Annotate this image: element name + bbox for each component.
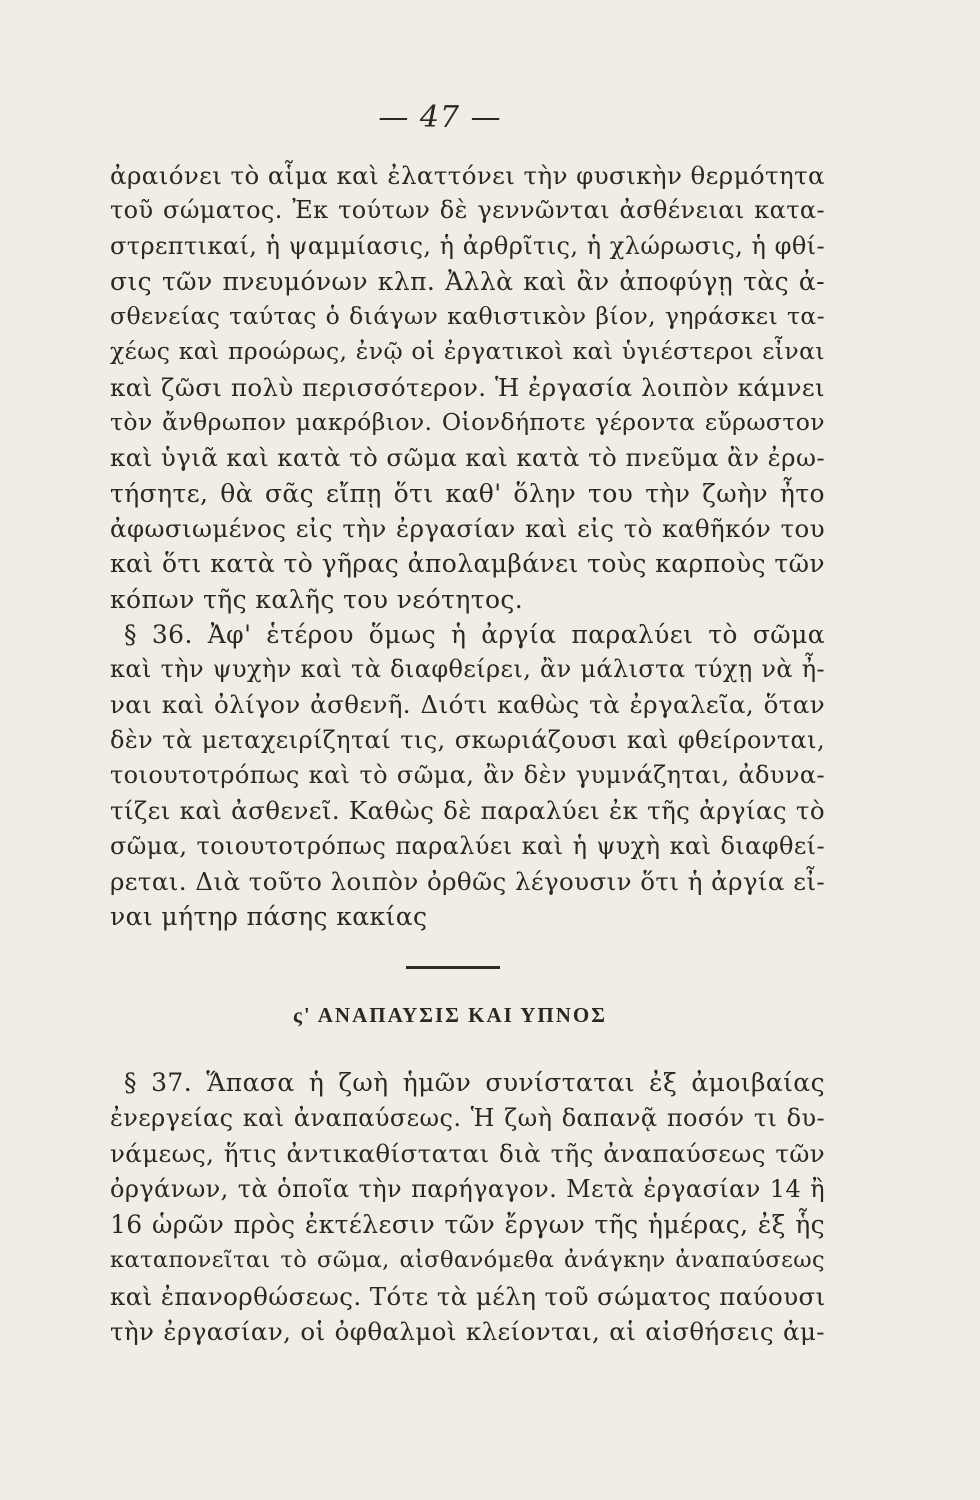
text-line: σις τῶν πνευμόνων κλπ. Ἀλλὰ καὶ ἂν ἀποφύγῃ τὰς ἀ-: [110, 266, 825, 296]
text-line: ναι μήτηρ πάσης κακίας: [110, 902, 428, 932]
text-line: χέως καὶ προώρως, ἐνῷ οἱ ἐργατικοὶ καὶ ὑγιέστεροι εἶναι: [110, 337, 825, 366]
paragraph-block-1: [110, 158, 825, 935]
text-line: νάμεως, ἥτις ἀντικαθίσταται διὰ τῆς ἀναπαύσεως τῶν: [110, 1139, 825, 1169]
text-line: καὶ τὴν ψυχὴν καὶ τὰ διαφθείρει, ἂν μάλιστα τύχῃ νὰ ἦ-: [110, 655, 825, 684]
text-line: τοιουτοτρόπως καὶ τὸ σῶμα, ἂν δὲν γυμνάζηται, ἀδυνα-: [110, 761, 825, 790]
section-36-line: § 36. Ἀφ' ἑτέρου ὅμως ἡ ἀργία παραλύει τὸ σῶμα: [124, 619, 825, 649]
text-line: δὲν τὰ μεταχειρίζηταί τις, σκωριάζουσι καὶ φθείρονται,: [110, 725, 825, 754]
text-line: ρεται. Διὰ τοῦτο λοιπὸν ὀρθῶς λέγουσιν ὅτι ἡ ἀργία εἶ-: [110, 866, 825, 896]
text-line: καὶ ὑγιᾶ καὶ κατὰ τὸ σῶμα καὶ κατὰ τὸ πνεῦμα ἂν ἐρω-: [110, 443, 825, 473]
page-number: — 47 —: [378, 100, 502, 135]
section-37-line: § 37. Ἅπασα ἡ ζωὴ ἡμῶν συνίσταται ἐξ ἀμοιβαίας: [124, 1068, 825, 1097]
text-line: καὶ ζῶσι πολὺ περισσότερον. Ἡ ἐργασία λοιπὸν κάμνει: [110, 372, 825, 402]
text-line: 16 ὡρῶν πρὸς ἐκτέλεσιν τῶν ἔργων τῆς ἡμέρας, ἐξ ἧς: [110, 1210, 825, 1240]
text-line: κόπων τῆς καλῆς του νεότητος.: [110, 584, 524, 614]
text-line: τὴν ἐργασίαν, οἱ ὀφθαλμοὶ κλείονται, αἱ αἰσθήσεις ἀμ-: [110, 1317, 825, 1347]
text-line: τίζει καὶ ἀσθενεῖ. Καθὼς δὲ παραλύει ἐκ τῆς ἀργίας τὸ: [110, 796, 825, 826]
text-line: καὶ ὅτι κατὰ τὸ γῆρας ἀπολαμβάνει τοὺς καρποὺς τῶν: [110, 549, 825, 579]
text-line: ἀραιόνει τὸ αἷμα καὶ ἐλαττόνει τὴν φυσικὴν θερμότητα: [110, 161, 825, 190]
text-line: σῶμα, τοιουτοτρόπως παραλύει καὶ ἡ ψυχὴ καὶ διαφθεί-: [110, 831, 825, 860]
text-line: ἐνεργείας καὶ ἀναπαύσεως. Ἡ ζωὴ δαπανᾷ ποσόν τι δυ-: [110, 1103, 825, 1132]
text-line: τοῦ σώματος. Ἐκ τούτων δὲ γεννῶνται ἀσθένειαι κατα-: [110, 196, 825, 225]
text-line: σθενείας ταύτας ὁ διάγων καθιστικὸν βίον, γηράσκει τα-: [110, 302, 825, 331]
section-divider: [406, 966, 500, 969]
section-heading: ς' ΑΝΑΠΑΥΣΙΣ ΚΑΙ ΥΠΝΟΣ: [292, 1003, 608, 1027]
text-line: καταπονεῖται τὸ σῶμα, αἰσθανόμεθα ἀνάγκην ἀναπαύσεως: [110, 1246, 825, 1273]
text-line: ναι καὶ ὀλίγον ἀσθενῆ. Διότι καθὼς τὰ ἐργαλεῖα, ὅταν: [110, 690, 825, 720]
text-line: τὸν ἄνθρωπον μακρόβιον. Οἱονδήποτε γέροντα εὔρωστον: [110, 408, 825, 437]
text-line: καὶ ἐπανορθώσεως. Τότε τὰ μέλη τοῦ σώματος παύουσι: [110, 1281, 826, 1311]
text-line: τήσητε, θὰ σᾶς εἴπῃ ὅτι καθ' ὅλην του τὴν ζωὴν ἦτο: [110, 478, 825, 508]
text-line: ὀργάνων, τὰ ὁποῖα τὴν παρήγαγον. Μετὰ ἐργασίαν 14 ἢ: [110, 1174, 825, 1203]
paragraph-block-2: [110, 1065, 825, 1350]
text-line: στρεπτικαί, ἡ ψαμμίασις, ἡ ἀρθρῖτις, ἡ χλώρωσις, ἡ φθί-: [110, 231, 825, 260]
text-line: ἀφωσιωμένος εἰς τὴν ἐργασίαν καὶ εἰς τὸ καθῆκόν του: [110, 513, 825, 543]
